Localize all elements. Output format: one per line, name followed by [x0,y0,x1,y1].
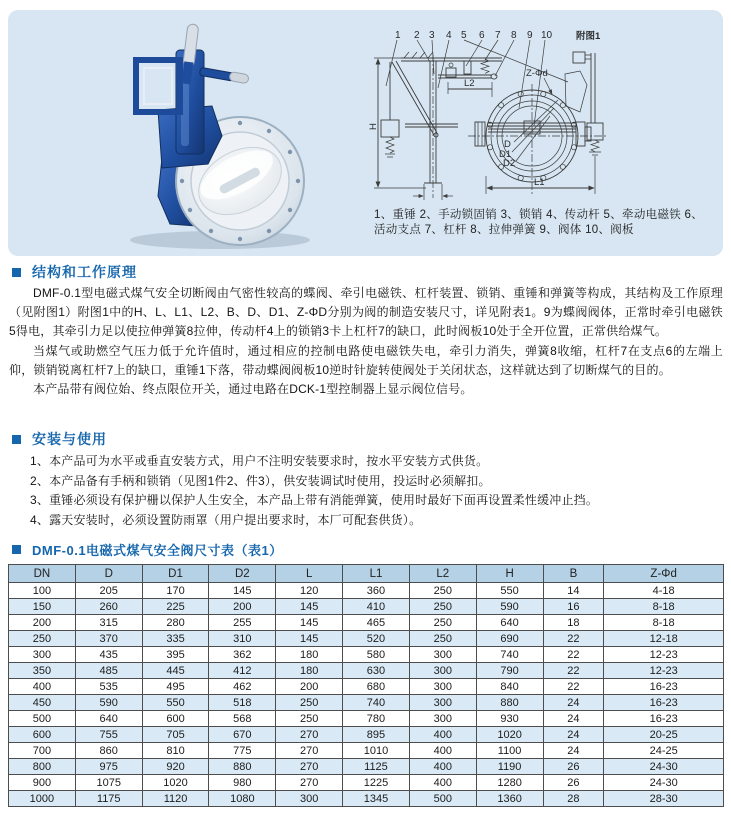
part-number: 2 [414,30,420,41]
blue-square-bullet [12,435,21,444]
table-row [9,663,724,679]
table-cell: 590 [476,599,543,615]
table-cell: 250 [276,695,343,711]
table-row [9,583,724,599]
table-cell: 12-18 [604,631,724,647]
table-cell: 270 [276,759,343,775]
structure-paragraphs [9,284,723,399]
table-cell: 250 [409,615,476,631]
table-cell: 180 [276,663,343,679]
table-cell: 1360 [476,791,543,807]
table-cell: 260 [75,599,142,615]
column-header: B [543,565,604,583]
table-cell: 590 [75,695,142,711]
table-cell: 300 [409,695,476,711]
table-cell: 485 [75,663,142,679]
table-cell: 250 [9,631,76,647]
table-cell: 12-23 [604,647,724,663]
table-cell: 1175 [75,791,142,807]
list-item: 2、本产品备有手柄和锁销（见图1件2、件3），供安装调试时使用，投运时必须解扣。 [30,473,491,488]
table-cell: 1020 [476,727,543,743]
table-cell: 24 [543,695,604,711]
part-number: 8 [511,30,517,41]
table-cell: 370 [75,631,142,647]
table-cell: 580 [343,647,410,663]
table-row [9,599,724,615]
column-header: D1 [142,565,209,583]
table-cell: 22 [543,631,604,647]
table-row [9,695,724,711]
table-cell: 250 [276,711,343,727]
table-cell: 700 [9,743,76,759]
table-cell: 300 [276,791,343,807]
product-photo [100,18,340,258]
column-header: D2 [209,565,276,583]
part-number: 7 [495,30,501,41]
table-cell: 705 [142,727,209,743]
section-heading-table [12,540,283,559]
table-cell: 250 [409,583,476,599]
table-cell: 900 [9,775,76,791]
table-cell: 880 [209,759,276,775]
table-cell: 550 [142,695,209,711]
table-cell: 300 [409,663,476,679]
blue-square-bullet [12,545,21,554]
table-cell: 550 [476,583,543,599]
table-cell: 150 [9,599,76,615]
table-row [9,727,724,743]
table-cell: 22 [543,679,604,695]
part-number: 10 [541,30,553,41]
dim-ZPhid-label: Z-Φd [526,68,548,79]
table-cell: 690 [476,631,543,647]
table-cell: 412 [209,663,276,679]
table-cell: 930 [476,711,543,727]
part-number: 9 [527,30,533,41]
table-row [9,791,724,807]
table-cell: 450 [9,695,76,711]
table-cell: 518 [209,695,276,711]
dim-D-label: D [504,139,511,150]
table-cell: 520 [343,631,410,647]
table-cell: 170 [142,583,209,599]
table-cell: 360 [343,583,410,599]
table-cell: 800 [9,759,76,775]
table-cell: 1075 [75,775,142,791]
table-cell: 310 [209,631,276,647]
table-cell: 250 [409,631,476,647]
table-cell: 12-23 [604,663,724,679]
table-cell: 300 [409,679,476,695]
table-cell: 18 [543,615,604,631]
column-header: DN [9,565,76,583]
caption-line: 1、重锤 2、手动锁固销 3、锁销 4、传动杆 5、牵动电磁铁 6、 [374,209,704,221]
table-cell: 16 [543,599,604,615]
table-row [9,743,724,759]
table-cell: 200 [9,615,76,631]
table-cell: 1020 [142,775,209,791]
table-cell: 500 [9,711,76,727]
table-cell: 145 [209,583,276,599]
table-cell: 462 [209,679,276,695]
product-figure-panel [8,10,723,256]
table-cell: 600 [9,727,76,743]
section-heading-structure [12,262,137,282]
figure-label: 附图1 [576,31,601,42]
table-cell: 755 [75,727,142,743]
part-number: 4 [446,30,452,41]
dim-D1-label: D1 [499,149,512,160]
table-cell: 568 [209,711,276,727]
table-cell: 1225 [343,775,410,791]
table-cell: 315 [75,615,142,631]
dimension-table [8,564,724,807]
column-header: Z-Φd [604,565,724,583]
table-cell: 280 [142,615,209,631]
table-cell: 145 [276,599,343,615]
technical-diagram [368,26,712,208]
table-cell: 1280 [476,775,543,791]
table-cell: 24-30 [604,775,724,791]
table-cell: 400 [409,727,476,743]
table-row [9,759,724,775]
column-header: L1 [343,565,410,583]
table-cell: 640 [476,615,543,631]
table-cell: 400 [409,743,476,759]
table-cell: 600 [142,711,209,727]
table-cell: 775 [209,743,276,759]
table-cell: 1120 [142,791,209,807]
table-cell: 1345 [343,791,410,807]
table-cell: 400 [409,759,476,775]
table-cell: 22 [543,663,604,679]
table-cell: 24-30 [604,759,724,775]
table-cell: 362 [209,647,276,663]
table-cell: 630 [343,663,410,679]
table-cell: 410 [343,599,410,615]
column-header: D [75,565,142,583]
table-cell: 145 [276,615,343,631]
table-cell: 350 [9,663,76,679]
table-cell: 200 [276,679,343,695]
table-cell: 145 [276,631,343,647]
table-row [9,647,724,663]
column-header: H [476,565,543,583]
table-cell: 980 [209,775,276,791]
table-cell: 250 [409,599,476,615]
table-cell: 28-30 [604,791,724,807]
table-cell: 120 [276,583,343,599]
table-cell: 16-23 [604,711,724,727]
table-cell: 205 [75,583,142,599]
part-number: 3 [429,30,435,41]
table-cell: 14 [543,583,604,599]
section-title: 安装与使用 [32,431,107,447]
install-items [9,452,723,530]
table-cell: 300 [9,647,76,663]
table-cell: 24 [543,743,604,759]
table-cell: 300 [409,647,476,663]
table-cell: 740 [476,647,543,663]
section-heading-install [12,429,107,449]
table-row [9,711,724,727]
list-item: 3、重锤必须设有保护栅以保护人生安全，本产品上带有消能弹簧，使用时最好下面再设置柔性缓冲止挡。 [30,493,599,507]
figure-caption [374,208,704,238]
column-header: L [276,565,343,583]
table-title: DMF-0.1电磁式煤气安全阀尺寸表（表1） [32,543,283,558]
table-cell: 28 [543,791,604,807]
table-cell: 780 [343,711,410,727]
side-handle [199,66,249,83]
table-cell: 840 [476,679,543,695]
table-cell: 24 [543,711,604,727]
table-cell: 4-18 [604,583,724,599]
table-cell: 400 [9,679,76,695]
table-cell: 395 [142,647,209,663]
table-cell: 1080 [209,791,276,807]
dim-L2-label: L2 [464,78,475,89]
table-cell: 22 [543,647,604,663]
table-cell: 180 [276,647,343,663]
table-cell: 24 [543,727,604,743]
table-cell: 1125 [343,759,410,775]
table-cell: 880 [476,695,543,711]
table-cell: 100 [9,583,76,599]
dim-D2-label: D2 [503,158,516,169]
leader-lines [386,40,568,126]
table-cell: 1190 [476,759,543,775]
table-cell: 435 [75,647,142,663]
table-cell: 1010 [343,743,410,759]
table-cell: 975 [75,759,142,775]
table-cell: 300 [409,711,476,727]
table-cell: 26 [543,775,604,791]
paragraph: DMF-0.1型电磁式煤气安全切断阀由气密性较高的蝶阀、牵引电磁铁、杠杆装置、锁销、重锤和弹簧等构成，其结构及工作原理（见附图1）附图1中的H、L、L1、L2、B、D、D1、Z-ΦD分别为阀的制造安装尺寸，详见附表1。9为蝶阀阀体，正常时牵引电磁铁5得电，其牵引力足以使拉伸弹簧8拉伸，传动杆4上的锁销3卡上杠杆7的缺口，此时阀板10处于全开位置，正常供给煤气。 [9,286,723,339]
table-cell: 8-18 [604,615,724,631]
table-cell: 200 [209,599,276,615]
table-cell: 335 [142,631,209,647]
part-number: 1 [395,30,401,41]
part-number: 6 [479,30,485,41]
table-cell: 8-18 [604,599,724,615]
table-cell: 810 [142,743,209,759]
paragraph: 本产品带有阀位始、终点限位开关，通过电路在DCK-1型控制器上显示阀位信号。 [33,382,473,397]
table-header-row [9,565,724,583]
paragraph: 当煤气或助燃空气压力低于允许值时，通过相应的控制电路使电磁铁失电，牵引力消失，弹簧8收缩，杠杆7在支点6的左端上仰，锁销锐离杠杆7上的缺口，重锤1下落，带动蝶阀阀板10逆时针旋转使阀处于关闭状态，这样就达到了切断煤气的目的。 [9,343,723,377]
part-number: 5 [461,30,467,41]
table-cell: 445 [142,663,209,679]
table-cell: 270 [276,727,343,743]
table-cell: 1100 [476,743,543,759]
table-cell: 895 [343,727,410,743]
caption-line: 活动支点 7、杠杆 8、拉伸弹簧 9、阀体 10、阀板 [374,224,634,236]
table-cell: 16-23 [604,679,724,695]
table-cell: 400 [409,775,476,791]
lifting-frame-inner [144,68,172,104]
table-cell: 535 [75,679,142,695]
table-cell: 24-25 [604,743,724,759]
section-title: 结构和工作原理 [32,264,137,280]
table-cell: 1000 [9,791,76,807]
table-cell: 495 [142,679,209,695]
list-item: 4、露天安装时，必须设置防雨罩（用户提出要求时，本厂可配套供货）。 [30,512,422,527]
table-cell: 255 [209,615,276,631]
table-cell: 16-23 [604,695,724,711]
table-row [9,631,724,647]
table-cell: 790 [476,663,543,679]
table-cell: 20-25 [604,727,724,743]
dim-L1-label: L1 [534,177,545,188]
table-cell: 225 [142,599,209,615]
table-cell: 740 [343,695,410,711]
table-row [9,775,724,791]
table-cell: 26 [543,759,604,775]
table-row [9,615,724,631]
table-cell: 270 [276,775,343,791]
dim-H-label: H [368,123,379,130]
list-item: 1、本产品可为水平或垂直安装方式，用户不注明安装要求时，按水平安装方式供货。 [30,454,489,468]
table-cell: 270 [276,743,343,759]
table-cell: 640 [75,711,142,727]
table-cell: 680 [343,679,410,695]
column-header: L2 [409,565,476,583]
table-cell: 465 [343,615,410,631]
table-cell: 500 [409,791,476,807]
table-row [9,679,724,695]
table-cell: 670 [209,727,276,743]
table-cell: 860 [75,743,142,759]
blue-square-bullet [12,268,21,277]
table-cell: 920 [142,759,209,775]
